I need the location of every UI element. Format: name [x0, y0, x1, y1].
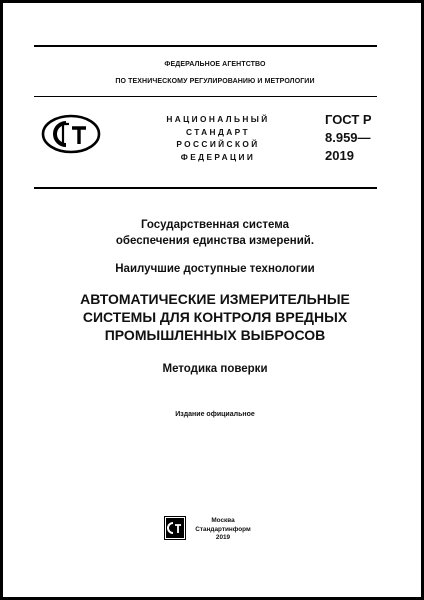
publisher-logo-icon — [164, 516, 186, 540]
subtitle: Наилучшие доступные технологии — [115, 263, 315, 275]
national-line-3: РОССИЙСКОЙ — [176, 139, 260, 149]
designation-line-3: 2019 — [325, 148, 354, 163]
main-title-line-1: АВТОМАТИЧЕСКИЕ ИЗМЕРИТЕЛЬНЫЕ — [80, 291, 350, 307]
middle-rule — [34, 187, 377, 189]
designation-line-2: 8.959— — [325, 130, 371, 145]
top-rule — [34, 45, 377, 47]
national-line-1: НАЦИОНАЛЬНЫЙ — [166, 114, 270, 124]
main-title — [3, 290, 424, 344]
header-divider — [34, 96, 377, 97]
publisher-city: Москва — [211, 517, 235, 524]
agency-name-line-1: ФЕДЕРАЛЬНОЕ АГЕНТСТВО — [164, 61, 266, 68]
main-title-line-2: СИСТЕМЫ ДЛЯ КОНТРОЛЯ ВРЕДНЫХ — [82, 309, 348, 325]
publisher-info — [193, 517, 253, 543]
national-line-4: ФЕДЕРАЦИИ — [180, 151, 256, 162]
method-title: Методика поверки — [162, 363, 268, 375]
system-title-line-2: обеспечения единства измерений. — [115, 235, 315, 247]
gost-logo-icon — [41, 114, 101, 154]
main-title-line-3: ПРОМЫШЛЕННЫХ ВЫБРОСОВ — [104, 327, 326, 343]
designation-line-1: ГОСТ Р — [325, 112, 372, 127]
edition-label: Издание официальное — [175, 411, 255, 418]
system-title-line-1: Государственная система — [140, 219, 290, 231]
national-standard-label — [143, 113, 293, 163]
publisher-year: 2019 — [215, 534, 231, 541]
agency-name-line-2: ПО ТЕХНИЧЕСКОМУ РЕГУЛИРОВАНИЮ И МЕТРОЛОГИИ — [115, 78, 315, 85]
standard-designation — [325, 111, 372, 165]
system-title — [3, 217, 424, 249]
publisher-name: Стандартинформ — [195, 525, 251, 533]
national-line-2: СТАНДАРТ — [186, 126, 250, 137]
